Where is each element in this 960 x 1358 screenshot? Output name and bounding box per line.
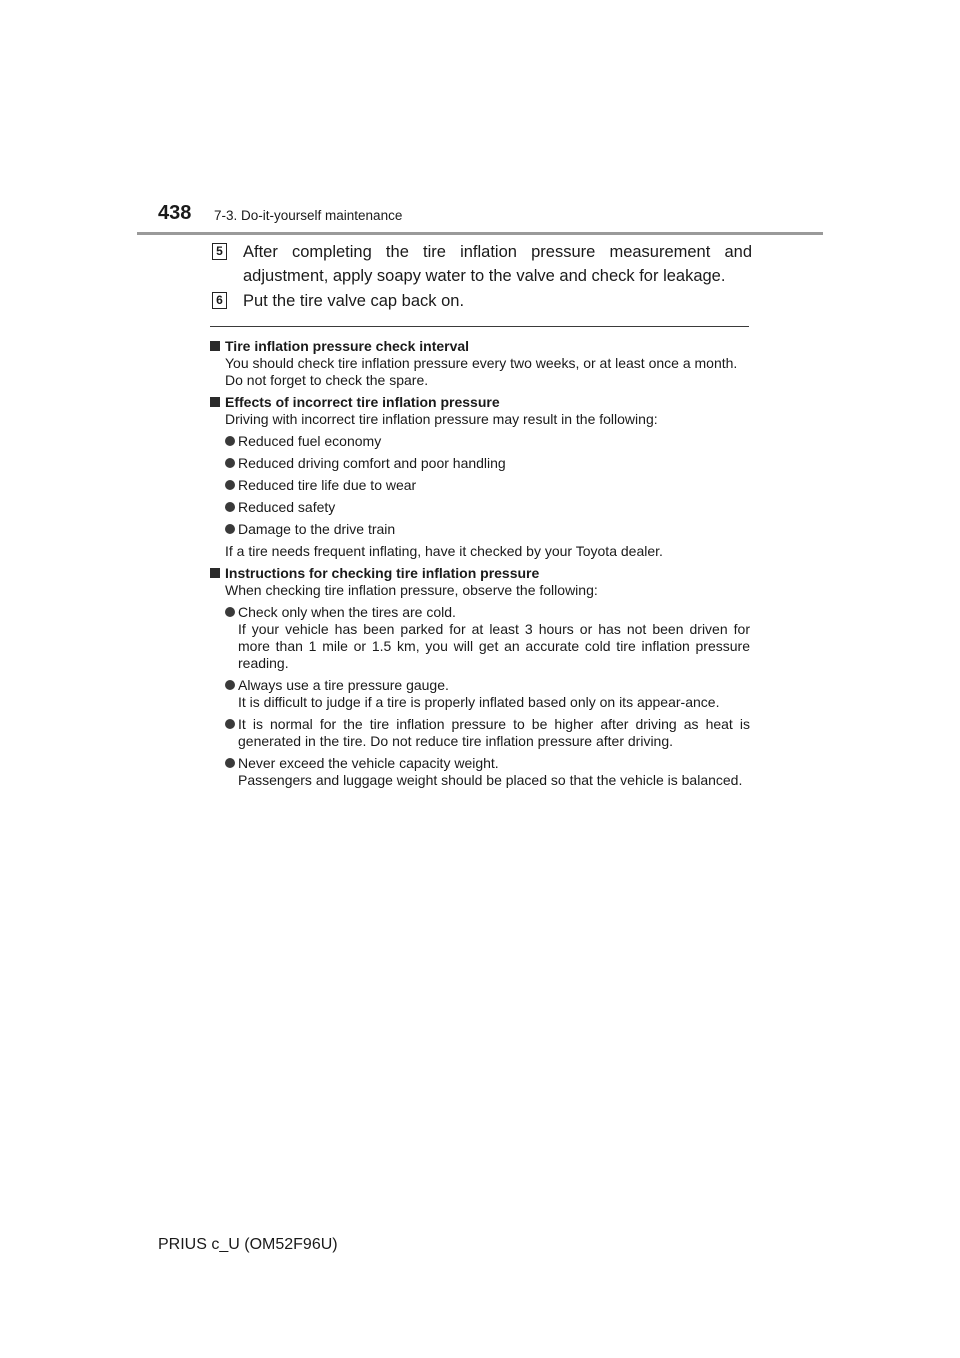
note-paragraph: Driving with incorrect tire inflation pressure may result in the following: bbox=[225, 411, 658, 427]
list-item-title: It is normal for the tire inflation pressure to be higher after driving as heat is generated in the tire. Do not reduce tire inflation pressure after driving. bbox=[238, 716, 750, 749]
list-item bbox=[210, 716, 750, 750]
section-title: 7-3. Do-it-yourself maintenance bbox=[214, 208, 403, 223]
note-heading-interval: Tire inflation pressure check interval bbox=[210, 338, 750, 355]
list-item bbox=[210, 755, 750, 789]
list-item: Damage to the drive train bbox=[210, 521, 750, 538]
list-item-body: Passengers and luggage weight should be placed so that the vehicle is balanced. bbox=[238, 772, 743, 788]
step-number-badge: 6 bbox=[212, 292, 227, 309]
section-divider bbox=[210, 326, 749, 327]
round-bullet-icon bbox=[225, 458, 235, 468]
page-number: 438 bbox=[158, 202, 192, 224]
note-paragraph: When checking tire inflation pressure, observe the following: bbox=[225, 582, 598, 598]
list-item: Reduced driving comfort and poor handling bbox=[210, 455, 750, 472]
notes-section bbox=[210, 333, 750, 789]
list-item-body: If your vehicle has been parked for at least 3 hours or has not been driven for more than 1 mile or 1.5 km, you will get an accurate cold tire inflation pressure reading. bbox=[238, 621, 750, 671]
step-text: Put the tire valve cap back on. bbox=[243, 292, 465, 310]
list-item: Reduced tire life due to wear bbox=[210, 477, 750, 494]
list-item bbox=[210, 604, 750, 672]
footer-model: PRIUS c_U (OM52F96U) bbox=[158, 1236, 338, 1253]
step-6 bbox=[212, 289, 752, 313]
list-item: Reduced fuel economy bbox=[210, 433, 750, 450]
note-heading-instructions: Instructions for checking tire inflation pressure bbox=[210, 565, 750, 582]
note-heading-effects: Effects of incorrect tire inflation pressure bbox=[210, 394, 750, 411]
round-bullet-icon bbox=[225, 719, 235, 729]
list-item: Reduced safety bbox=[210, 499, 750, 516]
round-bullet-icon bbox=[225, 680, 235, 690]
square-bullet-icon bbox=[210, 397, 220, 407]
round-bullet-icon bbox=[225, 607, 235, 617]
list-item-title: Check only when the tires are cold. bbox=[238, 604, 456, 620]
header-rule bbox=[137, 232, 823, 235]
step-number-badge: 5 bbox=[212, 243, 227, 260]
round-bullet-icon bbox=[225, 480, 235, 490]
list-item-title: Always use a tire pressure gauge. bbox=[238, 677, 449, 693]
square-bullet-icon bbox=[210, 568, 220, 578]
round-bullet-icon bbox=[225, 436, 235, 446]
note-paragraph: If a tire needs frequent inflating, have it checked by your Toyota dealer. bbox=[225, 543, 663, 559]
step-text: After completing the tire inflation pressure measurement and adjustment, apply soapy water to the valve and check for leakage. bbox=[243, 243, 752, 285]
round-bullet-icon bbox=[225, 758, 235, 768]
note-paragraph: You should check tire inflation pressure every two weeks, or at least once a month. bbox=[225, 355, 738, 371]
step-5 bbox=[212, 240, 752, 288]
note-paragraph: Do not forget to check the spare. bbox=[225, 372, 429, 388]
list-item-title: Never exceed the vehicle capacity weight. bbox=[238, 755, 499, 771]
square-bullet-icon bbox=[210, 341, 220, 351]
list-item bbox=[210, 677, 750, 711]
list-item-body: It is difficult to judge if a tire is properly inflated based only on its appear-ance. bbox=[238, 694, 720, 710]
round-bullet-icon bbox=[225, 502, 235, 512]
round-bullet-icon bbox=[225, 524, 235, 534]
